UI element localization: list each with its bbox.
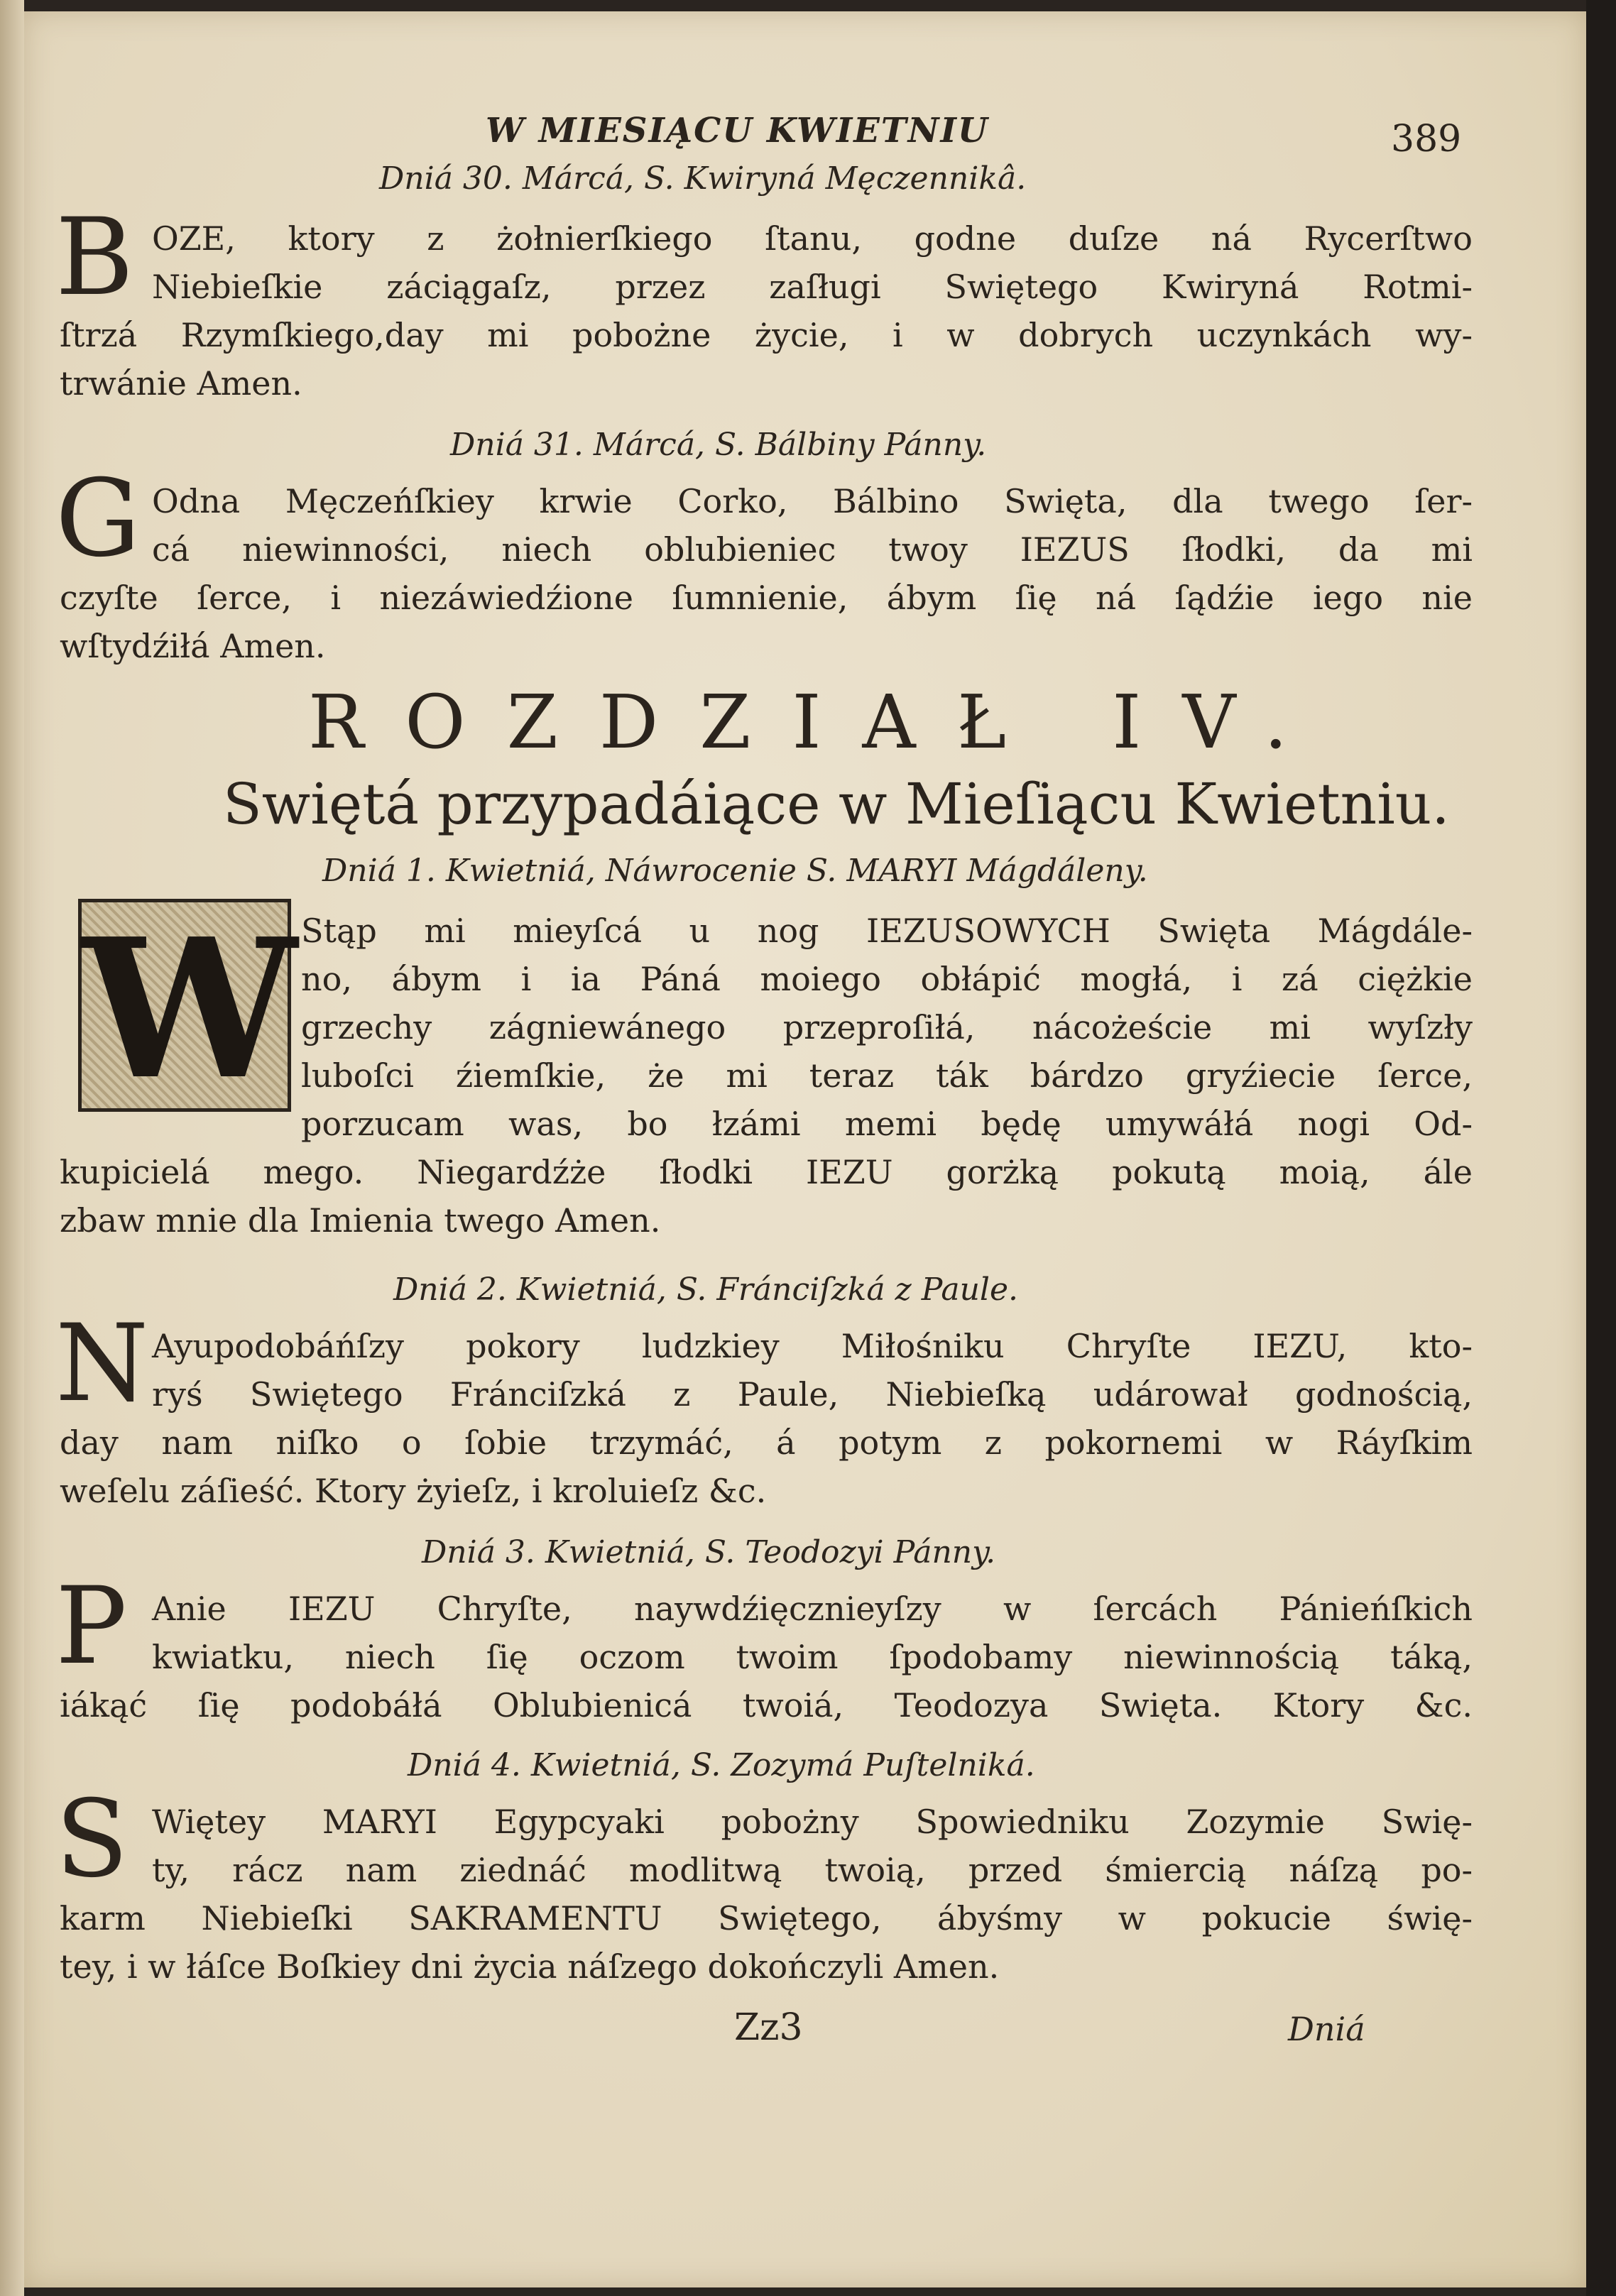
text-line: kwiatku, niech ſię oczom twoim ſpodobamy niewinnością táką,	[152, 1638, 1473, 1676]
text-line: Ayupodobáńſzy pokory ludzkiey Miłośniku Chryſte IEZU, kto-	[152, 1327, 1473, 1365]
text-line: trwánie Amen.	[60, 364, 302, 403]
initial-letter: G	[55, 457, 141, 581]
date-heading: Dniá 30. Márcá, S. Kwiryná Męczennikâ.	[379, 160, 1027, 197]
date-heading: Dniá 4. Kwietniá, S. Zozymá Puſtelniká.	[408, 1747, 1035, 1783]
signature-mark: Zz3	[734, 2006, 803, 2049]
binding-gutter	[0, 0, 24, 2296]
text-line: wſtydźiłá Amen.	[60, 627, 326, 665]
text-line: weſelu záſieść. Ktory żyieſz, i kroluieſz &c.	[60, 1472, 767, 1510]
text-line: cá niewinności, niech oblubieniec twoy IEZUS ſłodki, da mi	[152, 530, 1473, 569]
text-line: grzechy zágniewánego przeproſiłá, nácożeście mi wyſzły	[301, 1008, 1473, 1046]
text-line: Więtey MARYI Egypcyaki pobożny Spowiedniku Zozymie Swię-	[152, 1803, 1473, 1841]
text-line: porzucam was, bo łzámi memi będę umywáłá nogi Od-	[301, 1105, 1473, 1143]
text-line: Anie IEZU Chryſte, naywdźięcznieyſzy w ſercách Pánieńſkich	[152, 1590, 1473, 1628]
chapter-subtitle: Swiętá przypadáiące w Mieſiącu Kwietniu.	[223, 771, 1450, 837]
scan-background	[1586, 0, 1616, 2296]
initial-letter: B	[55, 196, 134, 319]
initial-letter: N	[55, 1302, 149, 1426]
running-head: W MIESIĄCU KWIETNIU	[486, 111, 989, 151]
text-line: Niebieſkie záciągaſz, przez zaſługi Swiętego Kwiryná Rotmi-	[152, 268, 1473, 306]
text-line: kupicielá mego. Niegardźże ſłodki IEZU gorżką pokutą moią, ále	[60, 1153, 1473, 1191]
text-line: Odna Męczeńſkiey krwie Corko, Bálbino Swięta, dla twego ſer-	[152, 482, 1473, 520]
text-line: Stąp mi mieyſcá u nog IEZUSOWYCH Swięta Mágdále-	[301, 912, 1473, 950]
date-heading: Dniá 3. Kwietniá, S. Teodozyi Pánny.	[422, 1534, 996, 1570]
text-line: no, ábym i ia Páná moiego obłápić mogłá, i zá ciężkie	[301, 960, 1473, 998]
ornamental-initial	[78, 896, 297, 1122]
date-heading: Dniá 31. Márcá, S. Bálbiny Pánny.	[450, 427, 987, 463]
text-line: luboſci źiemſkie, że mi teraz ták bárdzo gryźiecie ſerce,	[301, 1056, 1473, 1095]
text-line: czyſte ſerce, i niezáwiedźione ſumnienie, ábym ſię ná ſądźie iego nie	[60, 579, 1473, 617]
initial-letter: S	[55, 1778, 129, 1901]
book-page	[24, 11, 1586, 2287]
text-line: day nam niſko o ſobie trzymáć, á potym z pokornemi w Ráyſkim	[60, 1423, 1473, 1462]
initial-letter: P	[55, 1565, 127, 1688]
text-line: ſtrzá Rzymſkiego,day mi pobożne życie, i w dobrych uczynkách wy-	[60, 316, 1473, 354]
text-line: OZE, ktory z żołnierſkiego ſtanu, godne duſze ná Rycerſtwo	[152, 219, 1473, 258]
catchword: Dniá	[1288, 2010, 1365, 2048]
text-line: zbaw mnie dla Imienia twego Amen.	[60, 1201, 661, 1240]
text-line: ryś Swiętego Fránciſzká z Paule, Niebieſką udárował godnością,	[152, 1375, 1473, 1414]
date-heading: Dniá 2. Kwietniá, S. Fránciſzká z Paule.	[393, 1272, 1019, 1308]
date-heading: Dniá 1. Kwietniá, Náwrocenie S. MARYI Mágdáleny.	[322, 853, 1148, 889]
ornamental-initial-letter: W	[82, 896, 297, 1122]
text-line: iákąć ſię podobáłá Oblubienicá twoiá, Teodozya Swięta. Ktory &c.	[60, 1686, 1473, 1724]
text-line: ty, rácz nam ziednáć modlitwą twoią, przed śmiercią náſzą po-	[152, 1851, 1473, 1889]
chapter-title: ROZDZIAŁ IV.	[308, 679, 1329, 765]
page-number: 389	[1391, 118, 1462, 160]
text-line: karm Niebieſki SAKRAMENTU Swiętego, ábyśmy w pokucie świę-	[60, 1899, 1473, 1937]
text-line: tey, i w łáſce Boſkiey dni życia náſzego dokończyli Amen.	[60, 1947, 1000, 1986]
